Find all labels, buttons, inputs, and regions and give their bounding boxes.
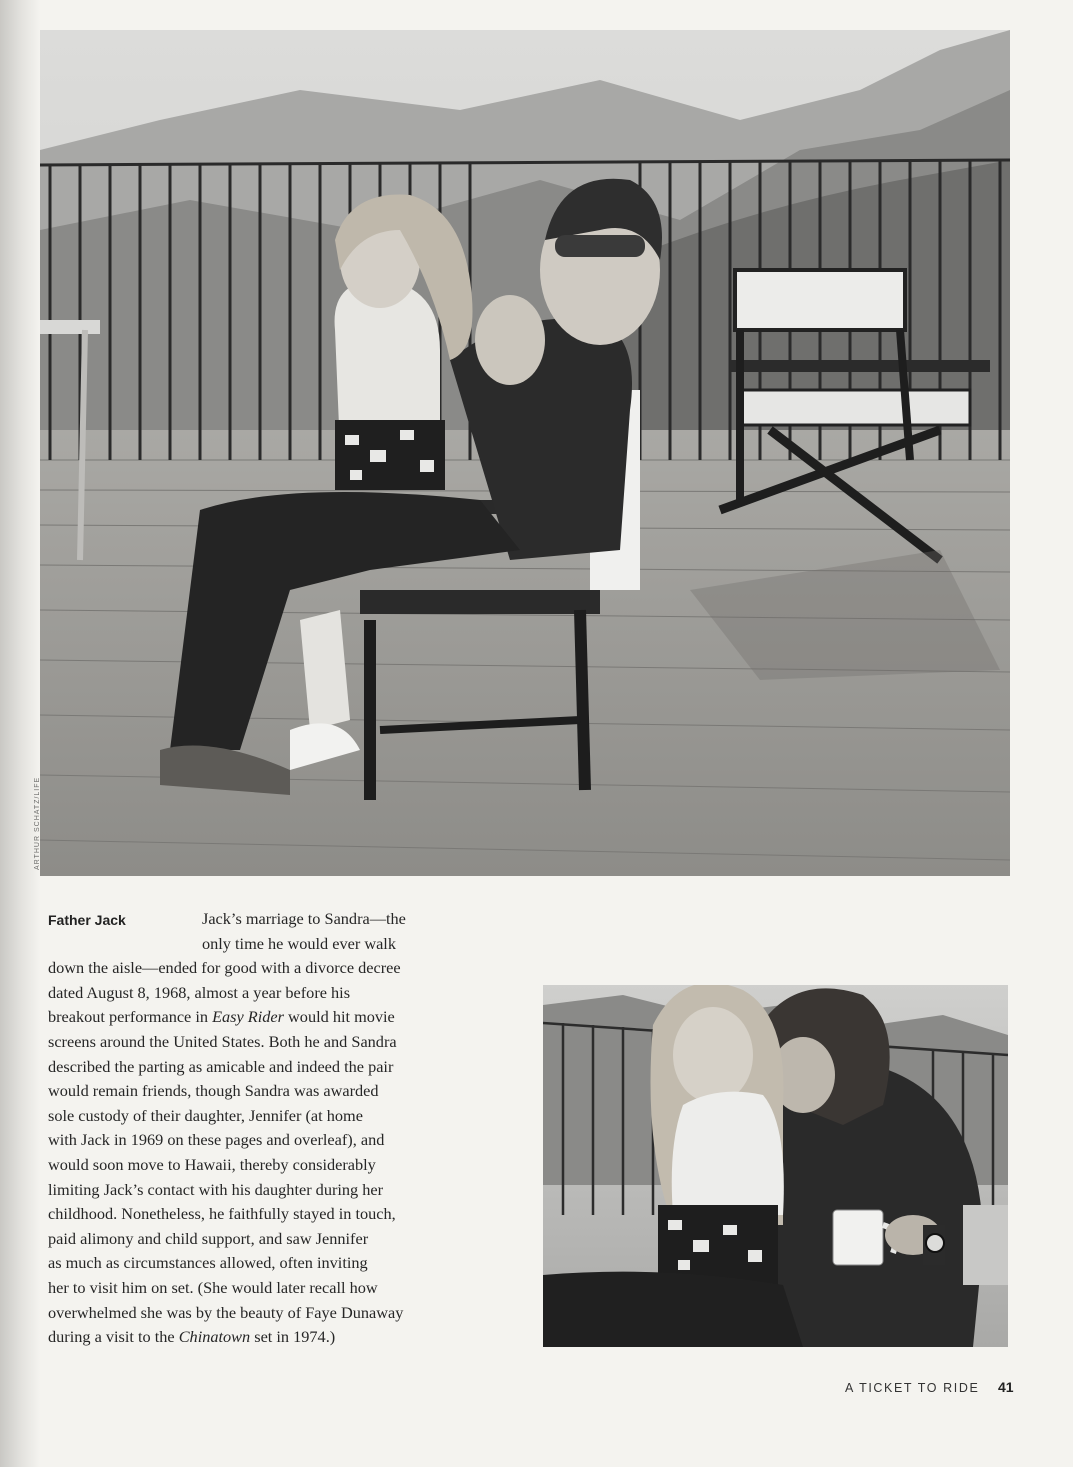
body-text-line [48, 932, 480, 957]
text-segment: described the parting as amicable and indeed the pair [48, 1056, 394, 1076]
text-segment: would hit movie [283, 1007, 395, 1027]
text-segment: paid alimony and child support, and saw Jennifer [48, 1228, 369, 1248]
text-segment: childhood. Nonetheless, he faithfully stayed in touch, [48, 1204, 396, 1224]
footer-section-title: A TICKET TO RIDE [845, 1381, 980, 1395]
photo-father-daughter-deck [40, 30, 1010, 876]
text-segment: down the aisle—ended for good with a divorce decree [48, 958, 401, 978]
text-segment: her to visit him on set. (She would later recall how [48, 1277, 378, 1297]
body-text-line [48, 1079, 480, 1104]
body-text-line [48, 1104, 480, 1129]
body-text-line [48, 1325, 480, 1350]
text-segment: dated August 8, 1968, almost a year before his [48, 982, 351, 1002]
photo-father-daughter-closeup [543, 985, 1008, 1347]
body-text-line [48, 1153, 480, 1178]
body-text-line [48, 1301, 480, 1326]
text-segment: overwhelmed she was by the beauty of Faye Dunaway [48, 1302, 404, 1322]
body-text-line [48, 1276, 480, 1301]
text-segment: during a visit to the [48, 1327, 179, 1347]
page-number: 41 [998, 1379, 1014, 1395]
italic-title: Easy Rider [212, 1007, 284, 1027]
italic-title: Chinatown [178, 1327, 251, 1347]
body-text [48, 907, 480, 1350]
text-segment: screens around the United States. Both he and Sandra [48, 1031, 397, 1051]
caption-label: Father Jack [48, 912, 126, 928]
body-text-line [48, 1055, 480, 1080]
text-segment: with Jack in 1969 on these pages and overleaf), and [48, 1130, 385, 1150]
text-segment: breakout performance in [48, 1007, 213, 1027]
body-text-line [48, 1178, 480, 1203]
text-segment: sole custody of their daughter, Jennifer (at home [48, 1105, 363, 1125]
text-segment: would remain friends, though Sandra was awarded [48, 1081, 379, 1101]
page-gutter-shadow [0, 0, 40, 1467]
body-text-line [48, 1128, 480, 1153]
text-segment: set in 1974.) [250, 1327, 336, 1347]
body-text-line [48, 1202, 480, 1227]
body-text-line [48, 1005, 480, 1030]
text-segment: limiting Jack’s contact with his daughter during her [48, 1179, 384, 1199]
body-text-line [48, 1030, 480, 1055]
body-text-line [48, 1227, 480, 1252]
body-text-line [48, 981, 480, 1006]
body-text-line [48, 1251, 480, 1276]
photo-credit: ARTHUR SCHATZ/LIFE [34, 776, 41, 870]
body-text-line [48, 956, 480, 981]
text-segment: as much as circumstances allowed, often inviting [48, 1253, 368, 1273]
text-segment: only time he would ever walk [202, 933, 396, 953]
text-segment: would soon move to Hawaii, thereby considerably [48, 1154, 376, 1174]
body-text-line [48, 907, 480, 932]
text-segment: Jack’s marriage to Sandra—the [202, 909, 406, 928]
